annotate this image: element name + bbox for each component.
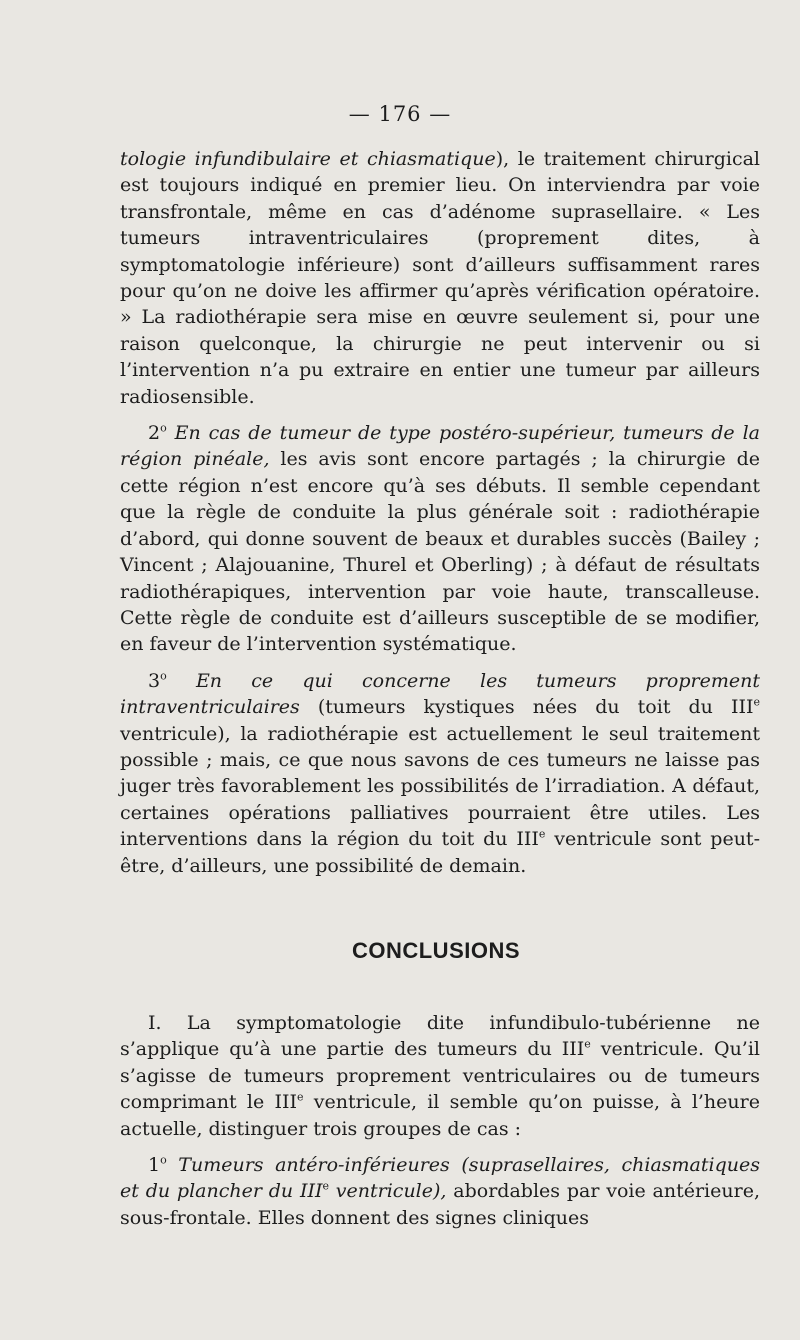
text-run: ventricule, il semble qu’on puisse, à l’heure actuelle, distinguer trois groupes de cas : [120,1091,760,1140]
text-run: ventricule. Qu’il s’agisse de tumeurs proprement ventriculaires ou de tumeurs comprimant le III [120,1038,760,1114]
superscript: o [160,1153,167,1167]
text-run: ), le traitement chirurgical est toujours indiqué en premier lieu. On interviendra par voie transfrontale, même en cas d’adénome suprasellaire. « Les tumeurs intraventriculaires (proprement dites, à symptomatologie inférieure) sont d’ailleurs suffisamment rares pour qu’on ne doive les affirmer qu’après vérification opératoire. » La radiothérapie sera mise en œuvre seulement si, pour une raison quelconque, la chirurgie ne peut intervenir ou si l’intervention n’a pu extraire en entier une tumeur par ailleurs radiosensible. [120,148,760,408]
text-run: I. La symptomatologie dite infundibulo-tubérienne ne s’applique qu’à une partie des tumeurs du III [120,1012,760,1061]
section-heading: CONCLUSIONS [351,938,521,963]
italic-run: En cas de tumeur de type postéro-supérieur, tumeurs de la région pinéale, [120,422,760,471]
list-number: 2 [148,422,161,445]
text-run: abordables par voie antérieure, sous-frontale. Elles donnent des signes cliniques [120,1180,760,1229]
conclusion-paragraph-2 [120,1152,760,1231]
superscript: e [584,1038,591,1052]
text-block-conclusions [120,1010,760,1231]
superscript: e [538,827,546,841]
superscript: e [322,1180,329,1194]
italic-run: Tumeurs antéro-inférieures (suprasellaires, chiasmatiques et du plancher du III [120,1154,760,1203]
text-run: les avis sont encore partagés ; la chirurgie de cette région n’est encore qu’à ses débuts. Il semble cependant que la règle de conduite la plus générale soit : radiothérapie d’abord, qui donne souvent de beaux et durables succès (Bailey ; Vincent ; Alajouanine, Thurel et Oberling) ; à défaut de résultats radiothérapiques, intervention par voie haute, transcalleuse. Cette règle de conduite est d’ailleurs susceptible de se modifier, en faveur de l’intervention systématique. [120,448,760,656]
italic-run: En ce qui concerne les tumeurs proprement intraventriculaires [120,669,760,719]
text-block-main [120,146,760,879]
superscript: o [160,421,167,435]
list-number: 1 [148,1154,161,1177]
page-number: — 176 — [348,102,452,126]
text-run: (tumeurs kystiques nées du toit du III [299,696,754,719]
superscript: o [160,669,167,683]
superscript: e [296,1090,304,1104]
text-run: ventricule sont peut-être, d’ailleurs, une possibilité de demain. [120,828,760,877]
conclusion-paragraph-1 [120,1010,760,1142]
paragraph-3 [120,668,760,879]
list-number: 3 [148,669,161,692]
paragraph-1 [120,146,760,410]
paragraph-2 [120,420,760,658]
text-run: ventricule), la radiothérapie est actuellement le seul traitement possible ; mais, ce que nous savons de ces tumeurs ne laisse pas juger très favorablement les possibilités de l’irradiation. A défaut, certaines opérations palliatives pourraient être utiles. Les interventions dans la région du toit du III [120,722,760,851]
italic-run: ventricule), [328,1180,447,1203]
superscript: e [753,695,760,709]
italic-run: tologie infundibulaire et chiasmatique [120,148,496,170]
